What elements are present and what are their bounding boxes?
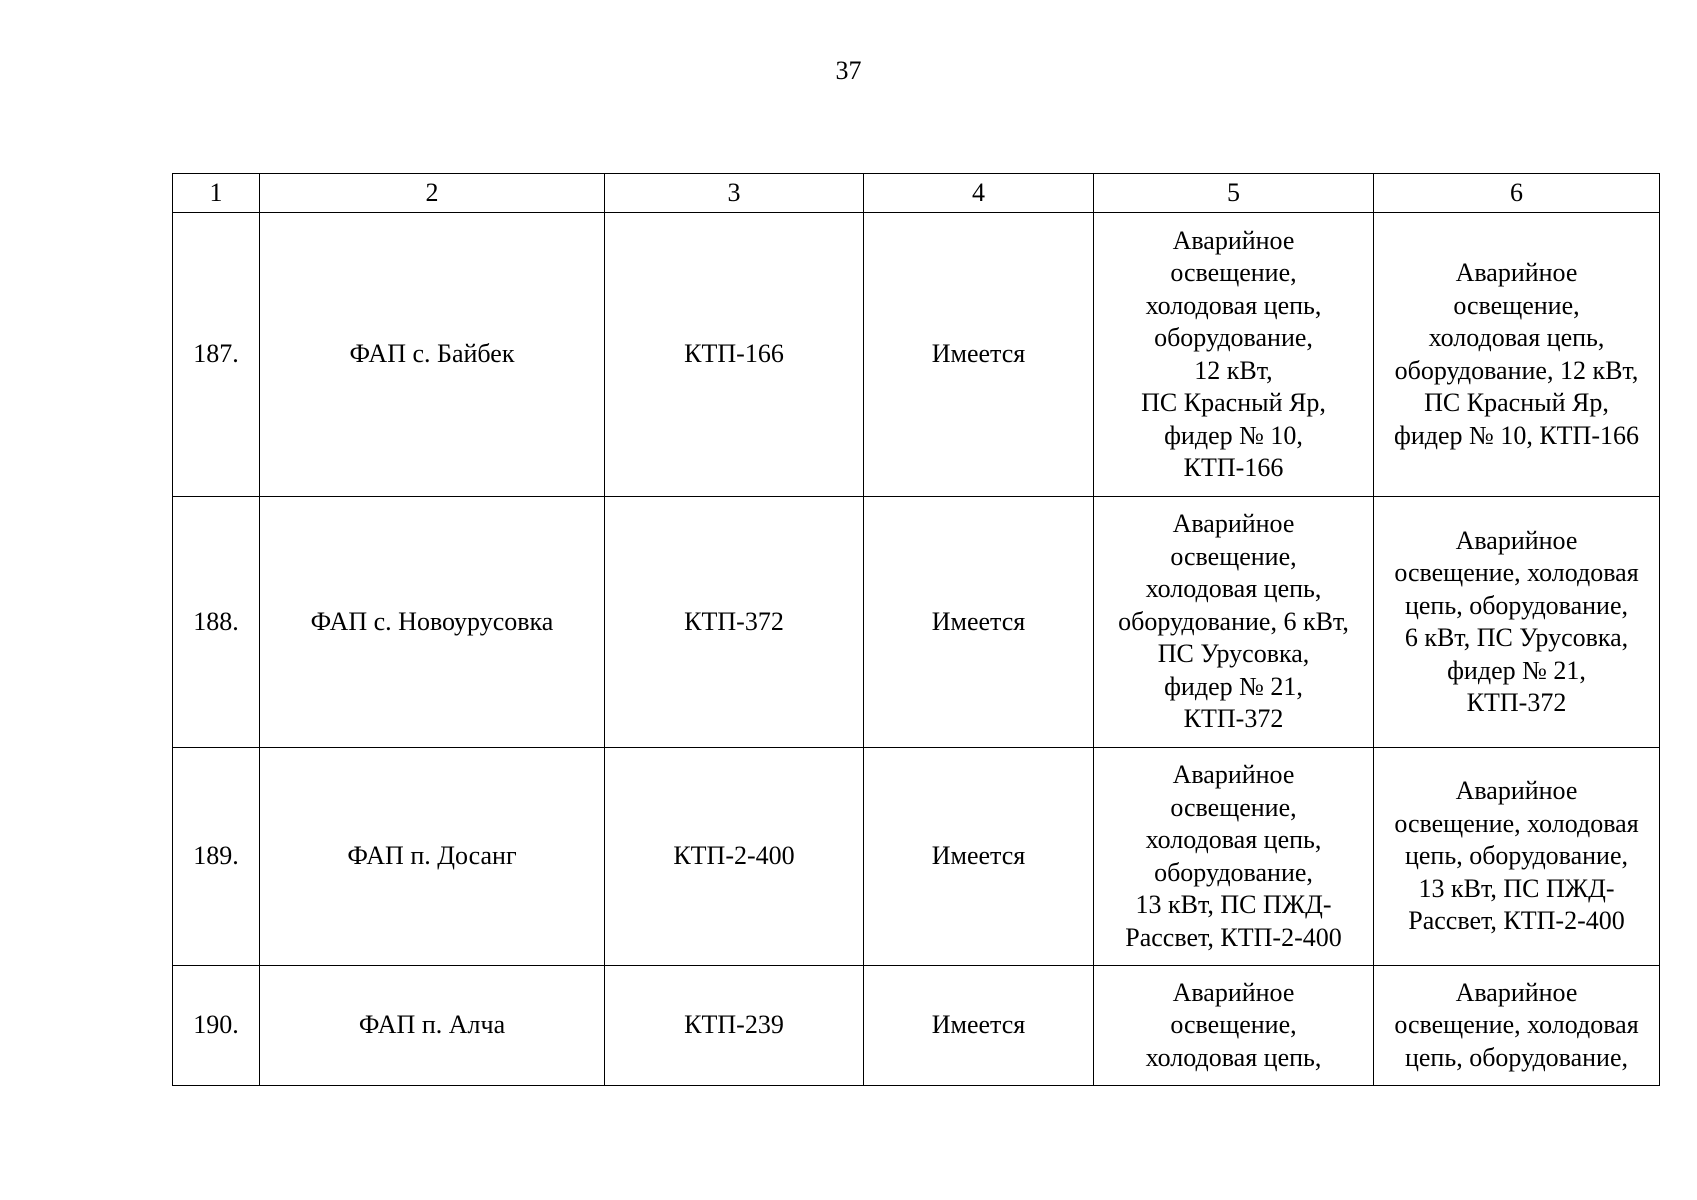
- availability-status: Имеется: [864, 966, 1094, 1086]
- page-number: 37: [835, 56, 862, 85]
- table-row: [173, 748, 1660, 966]
- header-cell: 4: [864, 174, 1094, 213]
- load-description: Аварийное освещение, холодовая цепь, оборудование, 13 кВт, ПС ПЖД- Рассвет, КТП-2-400: [1094, 748, 1374, 966]
- header-cell: 2: [260, 174, 605, 213]
- connection-description: Аварийное освещение, холодовая цепь, оборудование, 6 кВт, ПС Урусовка, фидер № 21, КТП-372: [1374, 497, 1660, 748]
- table-row: [173, 966, 1660, 1086]
- data-table: [172, 173, 1660, 1086]
- availability-status: Имеется: [864, 748, 1094, 966]
- ktp-name: КТП-372: [605, 497, 864, 748]
- row-number: 189.: [173, 748, 260, 966]
- availability-status: Имеется: [864, 213, 1094, 497]
- facility-name: ФАП п. Алча: [260, 966, 605, 1086]
- row-number: 187.: [173, 213, 260, 497]
- ktp-name: КТП-166: [605, 213, 864, 497]
- facility-name: ФАП с. Новоурусовка: [260, 497, 605, 748]
- row-number: 188.: [173, 497, 260, 748]
- connection-description: Аварийное освещение, холодовая цепь, оборудование, 12 кВт, ПС Красный Яр, фидер № 10, КТП-166: [1374, 213, 1660, 497]
- table-row: [173, 213, 1660, 497]
- ktp-name: КТП-239: [605, 966, 864, 1086]
- load-description: Аварийное освещение, холодовая цепь, оборудование, 6 кВт, ПС Урусовка, фидер № 21, КТП-372: [1094, 497, 1374, 748]
- availability-status: Имеется: [864, 497, 1094, 748]
- ktp-name: КТП-2-400: [605, 748, 864, 966]
- header-cell: 1: [173, 174, 260, 213]
- facility-name: ФАП с. Байбек: [260, 213, 605, 497]
- connection-description: Аварийное освещение, холодовая цепь, оборудование, 13 кВт, ПС ПЖД- Рассвет, КТП-2-400: [1374, 748, 1660, 966]
- facility-name: ФАП п. Досанг: [260, 748, 605, 966]
- connection-description: Аварийное освещение, холодовая цепь, оборудование,: [1374, 966, 1660, 1086]
- table-row: [173, 497, 1660, 748]
- load-description: Аварийное освещение, холодовая цепь,: [1094, 966, 1374, 1086]
- header-cell: 3: [605, 174, 864, 213]
- header-cell: 5: [1094, 174, 1374, 213]
- header-cell: 6: [1374, 174, 1660, 213]
- header-row: [173, 174, 1660, 213]
- load-description: Аварийное освещение, холодовая цепь, оборудование, 12 кВт, ПС Красный Яр, фидер № 10, КТП-166: [1094, 213, 1374, 497]
- row-number: 190.: [173, 966, 260, 1086]
